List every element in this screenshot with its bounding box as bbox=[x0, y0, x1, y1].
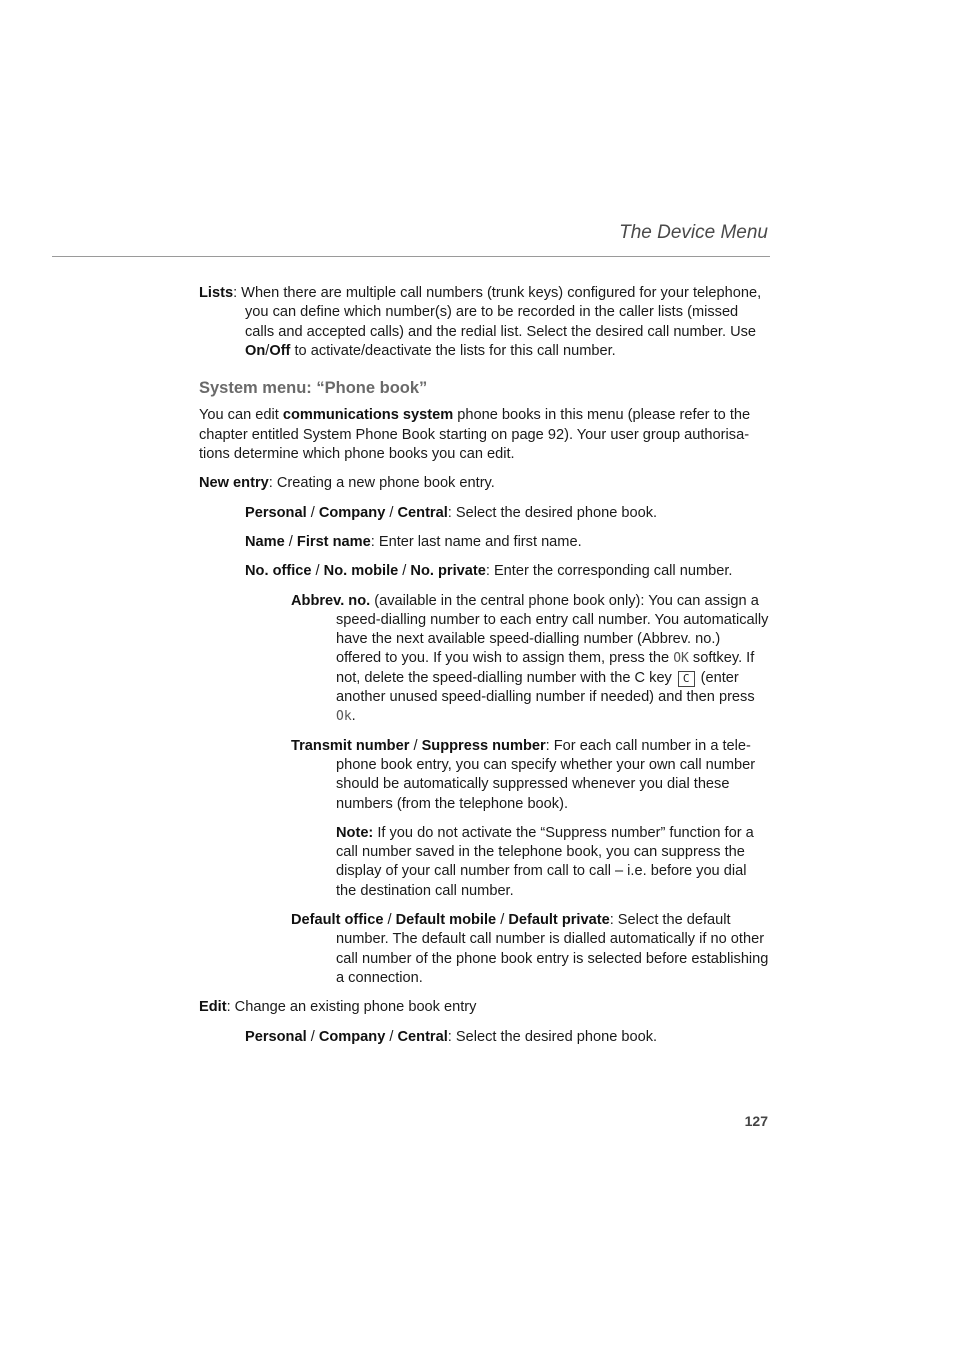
edit-text: : Change an existing phone book entry bbox=[226, 999, 477, 1016]
intro-bold: communications system bbox=[282, 407, 454, 424]
book-select-paragraph bbox=[245, 504, 769, 523]
note-text: If you do not activate the “Suppress number” function for a call number saved in the telephone book, you can suppress the display of your call number from call to call – i.e. before you dial the destination call number. bbox=[336, 824, 754, 899]
suppress-number-label: Suppress number bbox=[421, 737, 546, 754]
abbrev-paragraph bbox=[291, 592, 769, 727]
header-rule bbox=[52, 256, 770, 257]
section-heading: System menu: “Phone book” bbox=[199, 379, 428, 398]
no-private-label: No. private bbox=[410, 563, 486, 580]
numbers-text: : Enter the corresponding call number. bbox=[485, 563, 733, 580]
note-label: Note: bbox=[336, 824, 374, 841]
lists-on: On bbox=[245, 342, 266, 359]
ok-softkey-display: OK bbox=[673, 651, 689, 667]
note-paragraph bbox=[336, 824, 769, 901]
numbers-paragraph bbox=[245, 562, 769, 581]
name-paragraph bbox=[245, 533, 769, 552]
edit-book-company: Company bbox=[318, 1028, 386, 1045]
lists-paragraph bbox=[199, 284, 769, 361]
edit-book-personal: Personal bbox=[245, 1028, 307, 1045]
edit-paragraph bbox=[199, 998, 769, 1017]
lists-slash: / bbox=[265, 342, 270, 359]
new-entry-paragraph bbox=[199, 474, 769, 493]
page-content bbox=[199, 284, 769, 1057]
defaults-text: : Select the default number. The default call number is dialled automatically if no other call number of the phone book entry is selected before establishing a connection. bbox=[336, 912, 769, 986]
book-sep-1: / bbox=[306, 504, 319, 521]
no-mobile-label: No. mobile bbox=[323, 563, 399, 580]
transmit-text: : For each call number in a telephone book entry, you can specify whether your own call number should be automatically suppressed whenever you dial these numbers (from the telephone book). bbox=[336, 737, 756, 812]
defaults-paragraph bbox=[291, 911, 769, 988]
lists-text-1: : When there are multiple call numbers (trunk keys) configured for your telephone, you can define which number(s) are to be recorded in the caller lists (missed calls and accepted calls) and the redial list. Select the desired call number. Use bbox=[233, 285, 762, 340]
defaults-sep-2: / bbox=[496, 912, 509, 929]
abbrev-label: Abbrev. no. bbox=[291, 592, 371, 609]
edit-book-central: Central bbox=[397, 1028, 448, 1045]
edit-label: Edit bbox=[199, 999, 227, 1016]
abbrev-text-1: (available in the central phone book only): You can assign a speed-dialling number to each entry call number. You automatically have the next available speed-dialling number (Abbrev. no.) offered to you. If you wish to assign them, press the bbox=[336, 592, 769, 667]
default-office-label: Default office bbox=[291, 912, 384, 929]
defaults-sep-1: / bbox=[383, 912, 396, 929]
book-central: Central bbox=[397, 504, 448, 521]
lists-label: Lists bbox=[199, 285, 234, 301]
book-sep-2: / bbox=[385, 504, 398, 521]
intro-paragraph bbox=[199, 406, 769, 464]
c-key-icon: C bbox=[678, 671, 695, 687]
new-entry-label: New entry bbox=[199, 475, 269, 492]
edit-book-sep-1: / bbox=[306, 1028, 319, 1045]
book-personal: Personal bbox=[245, 504, 307, 521]
transmit-number-label: Transmit number bbox=[291, 737, 410, 754]
edit-book-select-paragraph bbox=[245, 1028, 769, 1047]
edit-book-select-text: : Select the desired phone book. bbox=[447, 1028, 658, 1045]
numbers-sep-1: / bbox=[311, 563, 324, 580]
numbers-sep-2: / bbox=[398, 563, 411, 580]
name-sep: / bbox=[284, 533, 297, 550]
edit-book-sep-2: / bbox=[385, 1028, 398, 1045]
no-office-label: No. office bbox=[245, 563, 312, 580]
default-mobile-label: Default mobile bbox=[395, 912, 497, 929]
lists-text-2: to activate/deactivate the lists for this call number. bbox=[290, 342, 616, 359]
intro-text-1: You can edit bbox=[199, 407, 283, 424]
book-company: Company bbox=[318, 504, 386, 521]
name-text: : Enter last name and first name. bbox=[370, 533, 582, 550]
transmit-sep: / bbox=[409, 737, 422, 754]
abbrev-text-3: (enter another unused speed-dialling number if needed) and then press bbox=[336, 669, 755, 706]
first-name-label: First name bbox=[296, 533, 371, 550]
ok-display: Ok bbox=[336, 709, 352, 725]
abbrev-text-2: softkey. If not, delete the speed-dialling number with the C key bbox=[336, 650, 755, 686]
new-entry-text: : Creating a new phone book entry. bbox=[268, 475, 495, 492]
default-private-label: Default private bbox=[508, 912, 610, 929]
name-label: Name bbox=[245, 533, 285, 550]
book-select-text: : Select the desired phone book. bbox=[447, 504, 658, 521]
intro-text-2: phone books in this menu (please refer to the chapter entitled System Phone Book starting on page 92). Your user group authorisations determine which phone books you can edit. bbox=[199, 407, 751, 463]
page-header-title: The Device Menu bbox=[619, 222, 768, 243]
abbrev-text-4: . bbox=[351, 708, 356, 725]
lists-off: Off bbox=[269, 342, 291, 359]
transmit-paragraph bbox=[291, 737, 769, 814]
page-number: 127 bbox=[744, 1113, 768, 1129]
